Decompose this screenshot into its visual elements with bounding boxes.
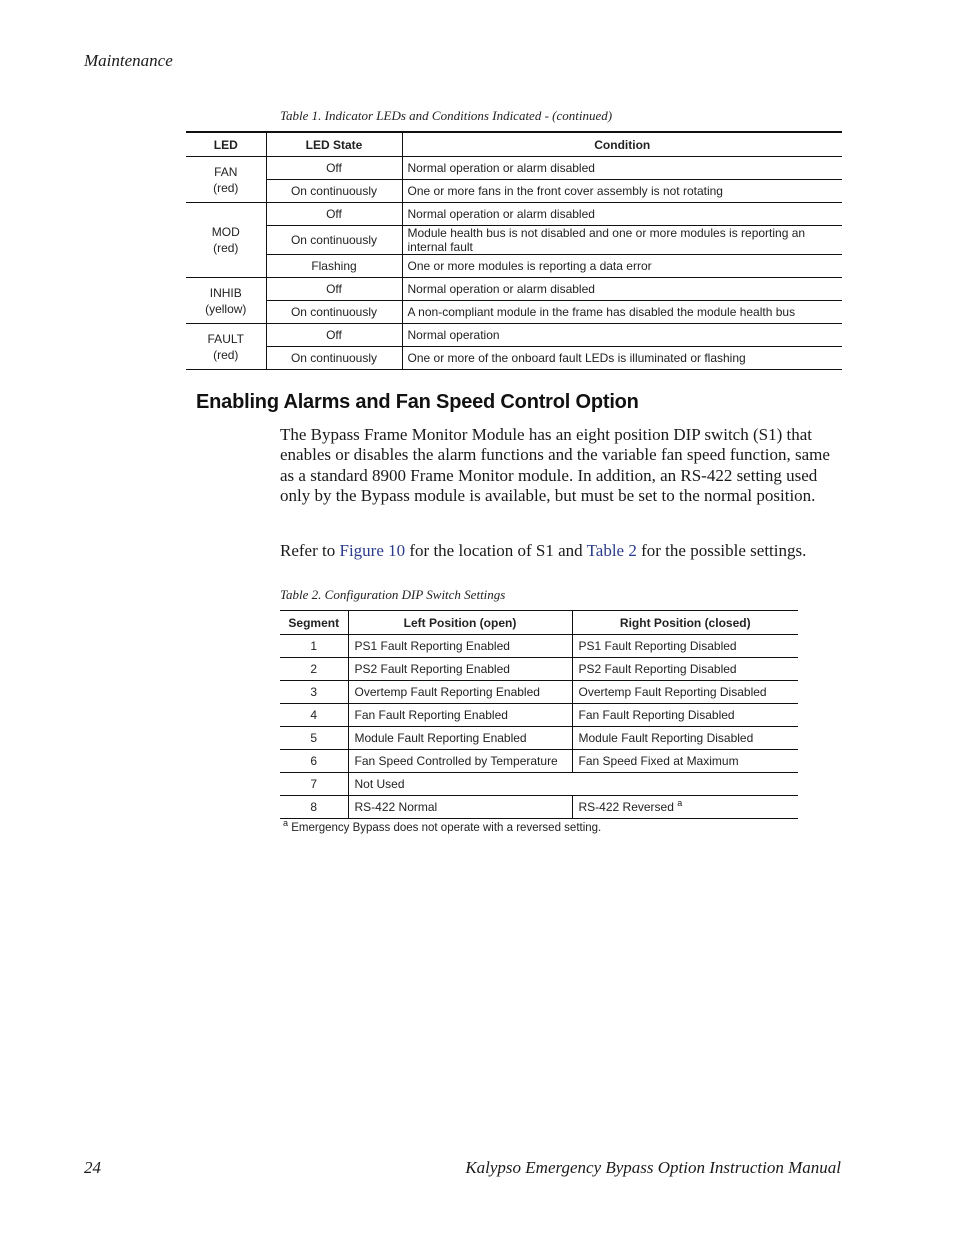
led-state-cell: On continuously [266, 180, 402, 203]
condition-cell: Normal operation or alarm disabled [402, 157, 842, 180]
table-row [186, 278, 842, 301]
paragraph-text: for the possible settings. [636, 541, 807, 560]
table-header-row [280, 611, 798, 635]
led-cell-fan [186, 157, 266, 203]
led-state-cell: Off [266, 324, 402, 347]
dip-switch-table [280, 610, 798, 819]
right-position-cell: PS2 Fault Reporting Disabled [572, 658, 798, 681]
left-position-cell: Fan Speed Controlled by Temperature [348, 750, 572, 773]
reference-paragraph [280, 541, 846, 561]
left-position-cell: PS2 Fault Reporting Enabled [348, 658, 572, 681]
column-header-right-position: Right Position (closed) [619, 615, 751, 630]
right-position-cell: Overtemp Fault Reporting Disabled [572, 681, 798, 704]
right-position-cell [572, 796, 798, 819]
section-heading: Enabling Alarms and Fan Speed Control Option [196, 391, 639, 413]
table-row [186, 180, 842, 203]
column-header-led-state: LED State [266, 132, 402, 157]
condition-cell: Normal operation or alarm disabled [402, 278, 842, 301]
table-row [186, 324, 842, 347]
led-color: (red) [213, 347, 239, 362]
table-row [280, 658, 798, 681]
segment-cell: 7 [280, 773, 348, 796]
table-row [280, 773, 798, 796]
table1-caption: Table 1. Indicator LEDs and Conditions Indicated - (continued) [280, 108, 613, 123]
right-position-cell: Module Fault Reporting Disabled [572, 727, 798, 750]
led-color: (red) [213, 241, 239, 255]
table-row [280, 750, 798, 773]
running-head: Maintenance [84, 51, 173, 70]
table-row [186, 347, 842, 370]
figure-10-link[interactable]: Figure 10 [339, 541, 406, 560]
segment-cell: 8 [280, 796, 348, 819]
table-row [186, 301, 842, 324]
segment-cell: 3 [280, 681, 348, 704]
right-position-cell: Fan Fault Reporting Disabled [572, 704, 798, 727]
led-cell-inhib [186, 278, 266, 324]
condition-cell: One or more fans in the front cover assembly is not rotating [402, 180, 842, 203]
left-position-cell: PS1 Fault Reporting Enabled [348, 635, 572, 658]
footnote-reference: a [677, 798, 683, 808]
column-header-led: LED [186, 132, 266, 157]
table-row [280, 704, 798, 727]
table-row [186, 157, 842, 180]
condition-cell: One or more modules is reporting a data error [402, 255, 842, 278]
table-footnote [283, 818, 602, 834]
led-state-cell: Off [266, 157, 402, 180]
paragraph-text: for the location of S1 and [405, 541, 587, 560]
condition-cell: Normal operation [402, 324, 842, 347]
condition-cell: Module health bus is not disabled and one or more modules is reporting an internal fault [402, 226, 842, 255]
manual-title: Kalypso Emergency Bypass Option Instruction Manual [465, 1158, 841, 1177]
table-row [280, 727, 798, 750]
left-position-cell: Fan Fault Reporting Enabled [348, 704, 572, 727]
led-name: INHIB [209, 285, 242, 300]
paragraph-text: Refer to [280, 541, 340, 560]
led-name: FAULT [207, 331, 244, 346]
right-position-text: RS-422 Reversed [578, 800, 674, 814]
table2-caption: Table 2. Configuration DIP Switch Settings [280, 587, 506, 602]
table-row [186, 226, 842, 255]
left-position-cell: Not Used [348, 773, 798, 796]
table-header-row [186, 132, 842, 157]
right-position-cell: Fan Speed Fixed at Maximum [572, 750, 798, 773]
led-color: (yellow) [205, 301, 247, 316]
body-paragraph: The Bypass Frame Monitor Module has an eight position DIP switch (S1) that enables or disables the alarm functions and the variable fan speed function, same as a standard 8900 Frame Monitor module. In addition, an RS-422 setting used only by the Bypass module is available, but must be set to the normal position. [280, 425, 830, 506]
column-header-condition: Condition [594, 137, 651, 152]
led-state-cell: On continuously [266, 226, 402, 255]
led-color: (red) [213, 180, 239, 195]
led-state-cell: On continuously [266, 347, 402, 370]
segment-cell: 5 [280, 727, 348, 750]
table-row [186, 255, 842, 278]
left-position-cell: Overtemp Fault Reporting Enabled [348, 681, 572, 704]
led-name: MOD [211, 225, 240, 239]
led-cell-fault [186, 324, 266, 370]
left-position-cell: RS-422 Normal [348, 796, 572, 819]
condition-cell: Normal operation or alarm disabled [402, 203, 842, 226]
led-state-cell: On continuously [266, 301, 402, 324]
segment-cell: 2 [280, 658, 348, 681]
column-header-segment: Segment [280, 611, 348, 635]
table-row [280, 635, 798, 658]
column-header-left-position: Left Position (open) [348, 611, 572, 635]
page-number: 24 [84, 1158, 101, 1177]
table-row [186, 203, 842, 226]
segment-cell: 1 [280, 635, 348, 658]
table-2-link[interactable]: Table 2 [586, 541, 637, 560]
table-row [280, 796, 798, 819]
segment-cell: 6 [280, 750, 348, 773]
condition-cell: A non-compliant module in the frame has disabled the module health bus [402, 301, 842, 324]
led-state-cell: Off [266, 278, 402, 301]
led-state-cell: Off [266, 203, 402, 226]
condition-cell: One or more of the onboard fault LEDs is illuminated or flashing [402, 347, 842, 370]
footnote-marker: a [283, 818, 289, 829]
led-cell-mod [186, 203, 266, 278]
right-position-cell: PS1 Fault Reporting Disabled [572, 635, 798, 658]
led-conditions-table [186, 131, 842, 370]
left-position-cell: Module Fault Reporting Enabled [348, 727, 572, 750]
segment-cell: 4 [280, 704, 348, 727]
table-row [280, 681, 798, 704]
footnote-text: Emergency Bypass does not operate with a reversed setting. [291, 822, 602, 834]
led-name: FAN [214, 164, 238, 179]
led-state-cell: Flashing [266, 255, 402, 278]
